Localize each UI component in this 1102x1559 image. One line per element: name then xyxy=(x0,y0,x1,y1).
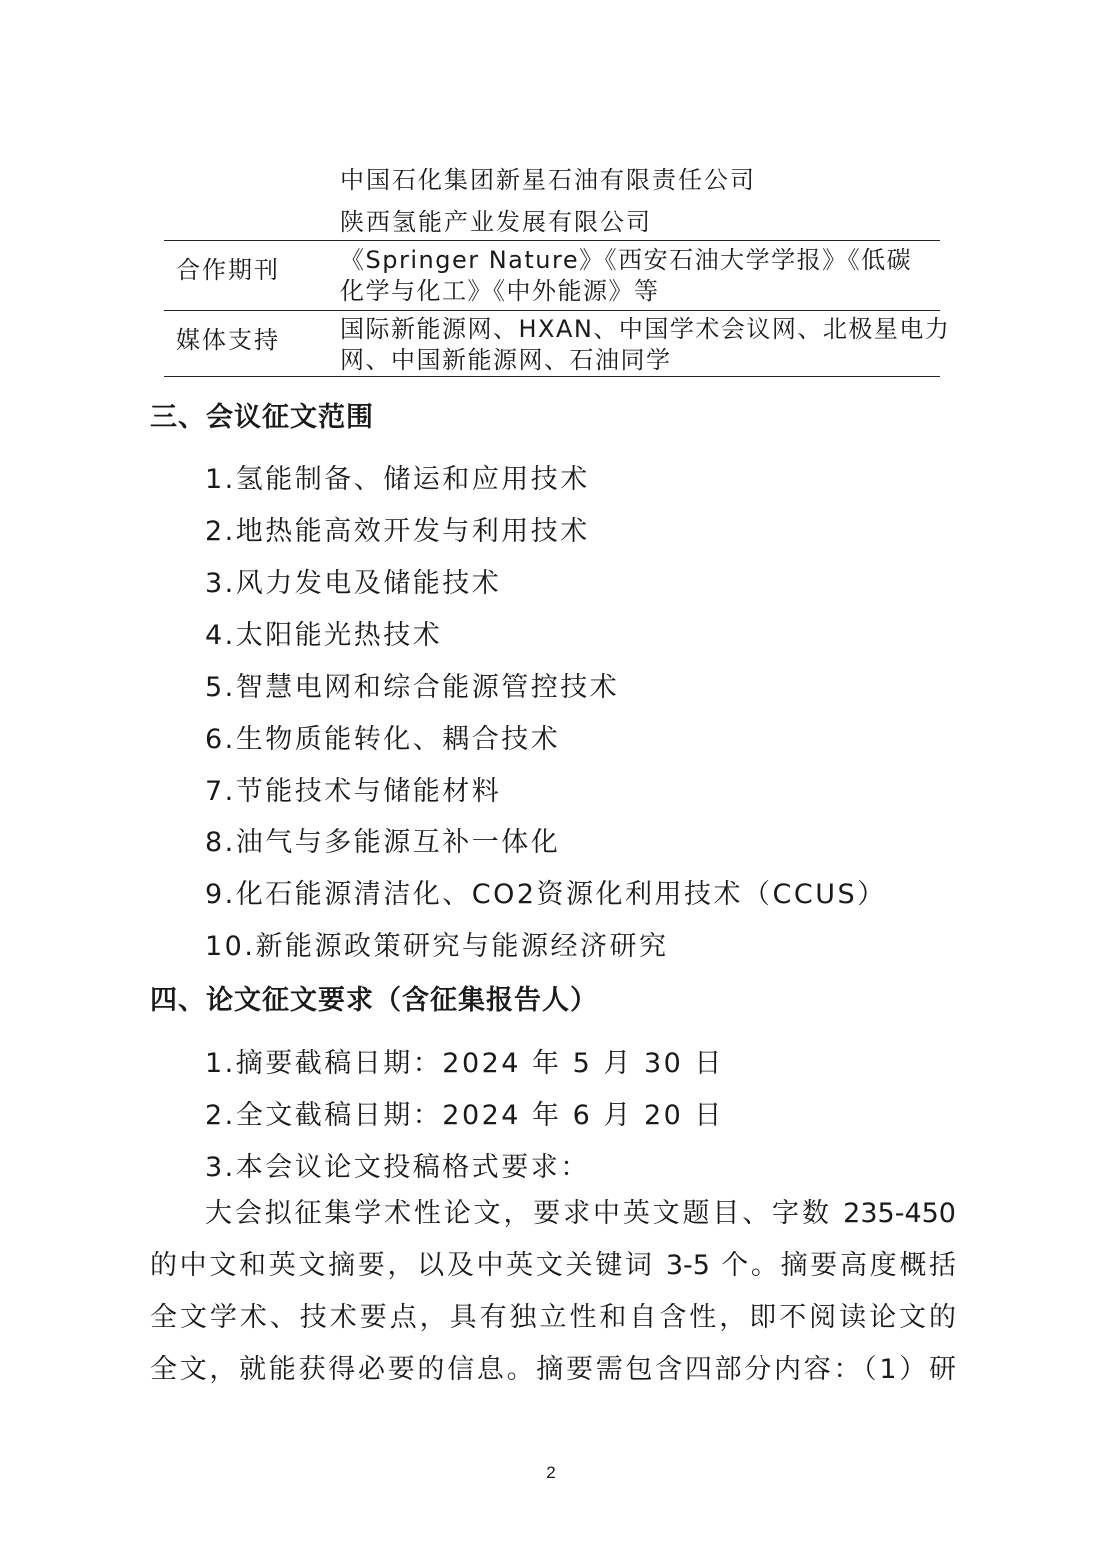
section-heading: 四、论文征文要求（含征集报告人） xyxy=(150,985,598,1016)
table-row-value-media xyxy=(340,314,951,376)
list-item: 9.化石能源清洁化、CO2资源化利用技术（CCUS） xyxy=(205,879,887,910)
table-cell-line: 《Springer Nature》《西安石油大学学报》《低碳 xyxy=(340,246,913,274)
table-row-label-journals: 合作期刊 xyxy=(176,256,280,284)
list-item: 3.本会议论文投稿格式要求： xyxy=(205,1152,590,1183)
list-item: 10.新能源政策研究与能源经济研究 xyxy=(205,931,669,962)
table-row-label-media: 媒体支持 xyxy=(176,326,280,354)
body-paragraph xyxy=(150,1188,956,1396)
list-item: 2.全文截稿日期：2024 年 6 月 20 日 xyxy=(205,1100,724,1131)
organizer-line: 陕西氢能产业发展有限公司 xyxy=(340,208,652,236)
table-rule xyxy=(164,240,940,241)
paragraph-line: 大会拟征集学术性论文，要求中英文题目、字数 235-450 xyxy=(205,1198,956,1229)
table-cell-line: 网、中国新能源网、石油同学 xyxy=(340,346,672,374)
section-heading: 三、会议征文范围 xyxy=(150,402,374,433)
paragraph-line: 的中文和英文摘要，以及中英文关键词 3-5 个。摘要高度概括 xyxy=(150,1250,956,1281)
list-item: 1.氢能制备、储运和应用技术 xyxy=(205,464,590,495)
list-item: 7.节能技术与储能材料 xyxy=(205,776,502,807)
table-cell-line: 化学与化工》《中外能源》等 xyxy=(340,277,660,305)
table-rule xyxy=(164,310,940,311)
list-item: 8.油气与多能源互补一体化 xyxy=(205,827,561,858)
list-item: 5.智慧电网和综合能源管控技术 xyxy=(205,672,620,703)
list-item: 2.地热能高效开发与利用技术 xyxy=(205,516,590,547)
page-number: 2 xyxy=(546,1463,556,1482)
list-item: 3.风力发电及储能技术 xyxy=(205,568,502,599)
table-cell-line: 国际新能源网、HXAN、中国学术会议网、北极星电力 xyxy=(340,315,951,343)
list-item: 1.摘要截稿日期：2024 年 5 月 30 日 xyxy=(205,1048,724,1079)
table-rule xyxy=(164,376,940,377)
table-row-value-journals xyxy=(340,245,940,307)
paragraph-line: 全文学术、技术要点，具有独立性和自含性，即不阅读论文的 xyxy=(150,1302,956,1333)
list-item: 4.太阳能光热技术 xyxy=(205,620,443,651)
list-item: 6.生物质能转化、耦合技术 xyxy=(205,724,561,755)
paragraph-line: 全文，就能获得必要的信息。摘要需包含四部分内容：（1）研 xyxy=(150,1354,956,1385)
organizer-line: 中国石化集团新星石油有限责任公司 xyxy=(340,166,756,194)
